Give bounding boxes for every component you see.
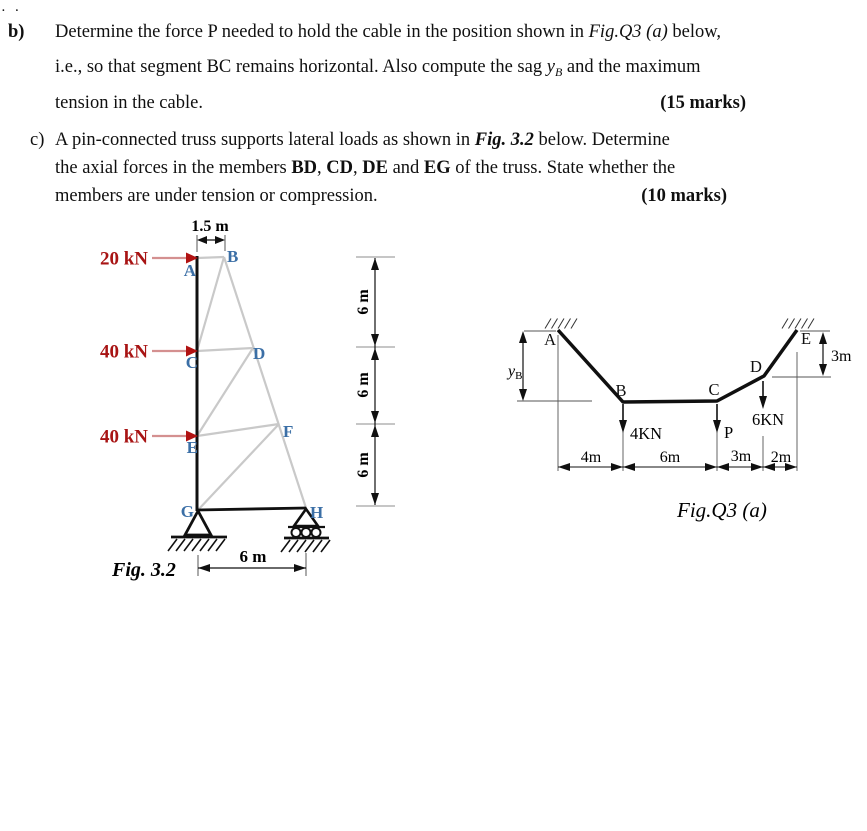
c-sep2: ,	[353, 158, 363, 178]
load-arrow-40kn-c	[100, 342, 198, 363]
truss-node-label-d: D	[253, 344, 266, 363]
truss-node-label-c: C	[185, 353, 198, 372]
c-member-cd: CD	[326, 158, 353, 178]
support-hatching-e	[782, 319, 814, 329]
roller-wheel	[302, 528, 311, 537]
pin-support-g	[168, 511, 227, 551]
ground-hatching	[281, 540, 330, 552]
load-arrow-6kn-d	[752, 381, 784, 429]
load-label-4kn: 4KN	[630, 424, 663, 443]
problem-c-marker: c)	[30, 130, 45, 150]
truss-dim-right-label-3: 6 m	[355, 452, 372, 478]
b-line2-sag-subscript: B	[554, 65, 563, 79]
truss-dim-bottom-label: 6 m	[239, 547, 267, 566]
dim-arrowhead-left	[197, 236, 207, 244]
truss-node-label-f: F	[283, 422, 294, 441]
truss-member-de	[197, 348, 253, 436]
b-line2-post: and the maximum	[562, 57, 701, 77]
sag-label	[506, 363, 522, 382]
load-arrowhead	[713, 420, 721, 433]
truss-member-ab	[197, 257, 224, 258]
ground-hatching	[168, 539, 225, 551]
cable-dim-6m: 6m	[659, 449, 681, 466]
cable-dim-sag	[506, 331, 527, 401]
load-arrow-p-c	[713, 404, 733, 442]
cable-dim-4m: 4m	[580, 449, 602, 466]
load-arrow-40kn-e	[100, 427, 198, 448]
c-line3-text: members are under tension or compression.	[55, 186, 378, 206]
load-label-p: P	[724, 423, 734, 442]
truss-dim-right	[355, 257, 395, 506]
sag-label-subscript: B	[515, 370, 523, 382]
c-member-bd: BD	[291, 158, 318, 178]
dim-arrowhead-up	[519, 331, 527, 343]
cable-dim-right-label: 3m	[831, 348, 852, 365]
truss-dim-right-label-1: 6 m	[355, 289, 372, 315]
b-marks: (15 marks)	[660, 93, 746, 113]
scan-artifact-dots: . .	[2, 2, 23, 14]
truss-node-labels	[181, 247, 323, 522]
truss-figure	[80, 212, 410, 590]
truss-node-label-b: B	[227, 247, 239, 266]
truss-caption: Fig. 3.2	[112, 559, 176, 581]
b-line1-post: below,	[667, 22, 722, 42]
truss-dim-top	[191, 218, 229, 252]
truss-dim-top-label: 1.5 m	[191, 218, 229, 235]
load-arrowhead	[619, 420, 627, 433]
problem-c-line1	[55, 129, 670, 151]
load-label-20kn: 20 kN	[99, 248, 148, 270]
cable-node-label-c: C	[708, 380, 720, 399]
cable-node-label-e: E	[801, 329, 812, 348]
cable-dim-bottom	[558, 448, 797, 471]
cable-loads	[619, 381, 784, 443]
c-line2-post: of the truss. State whether the	[450, 158, 676, 178]
cable-dim-2m: 2m	[770, 449, 792, 466]
b-line3-text: tension in the cable.	[55, 93, 203, 113]
load-label-40kn-e: 40 kN	[99, 426, 148, 448]
cable-node-label-d: D	[750, 357, 762, 376]
load-label-40kn-c: 40 kN	[99, 341, 148, 363]
c-line2-text: the axial forces in the members	[55, 158, 292, 178]
truss-gray-members	[197, 257, 306, 510]
cable-caption: Fig.Q3 (a)	[677, 498, 767, 522]
cable-dim-3m: 3m	[730, 448, 752, 465]
problem-b-marker: b)	[8, 22, 25, 42]
problem-c-line3	[55, 185, 727, 207]
c-member-de: DE	[362, 158, 388, 178]
problem-c-line2	[55, 157, 675, 179]
c-member-eg: EG	[423, 158, 451, 178]
c-line1-text: A pin-connected truss supports lateral loads as shown in	[55, 130, 475, 150]
cable-node-label-a: A	[544, 330, 556, 349]
c-line1-post: below. Determine	[533, 130, 670, 150]
dim-arrowhead-down	[519, 389, 527, 401]
dim-arrowhead-down	[819, 364, 827, 376]
truss-member-bc	[197, 257, 224, 351]
roller-wheel	[292, 528, 301, 537]
load-arrowhead	[759, 396, 767, 409]
roller-wheel	[312, 528, 321, 537]
problem-b-line2	[55, 56, 701, 83]
c-marks: (10 marks)	[641, 186, 727, 206]
sag-label-main: y	[508, 363, 516, 380]
c-sep1: ,	[317, 158, 327, 178]
truss-node-label-h: H	[310, 503, 324, 522]
dim-arrowhead-up	[819, 332, 827, 344]
truss-member-fg	[198, 424, 279, 510]
b-line2-sag-symbol: y	[546, 57, 555, 77]
load-arrow-4kn-b	[619, 404, 662, 443]
dim-arrowhead-right	[215, 236, 225, 244]
load-label-6kn: 6KN	[752, 410, 785, 429]
b-line1-figref: Fig.Q3 (a)	[588, 22, 668, 42]
truss-member-cd	[197, 348, 253, 351]
problem-b-line3	[55, 92, 746, 114]
c-sep3: and	[387, 158, 424, 178]
cable-dim-3m	[819, 332, 852, 376]
cable-node-label-b: B	[615, 381, 627, 400]
cable-figure	[500, 300, 867, 535]
support-hatching-a	[545, 319, 577, 329]
dim-arrowhead-right	[294, 564, 306, 572]
truss-node-label-a: A	[183, 261, 196, 280]
b-line1-text: Determine the force P needed to hold the cable in the position shown in	[55, 22, 589, 42]
dim-arrowhead-left	[198, 564, 210, 572]
c-line1-figref: Fig. 3.2	[474, 130, 534, 150]
truss-dim-right-label-2: 6 m	[355, 372, 372, 398]
truss-node-label-g: G	[180, 502, 194, 521]
truss-node-label-e: E	[186, 438, 198, 457]
problem-b-line1	[55, 21, 721, 43]
truss-bottom-chord-gh	[197, 508, 306, 510]
b-line2-text: i.e., so that segment BC remains horizontal. Also compute the sag	[55, 57, 547, 77]
truss-member-ef	[197, 424, 279, 436]
